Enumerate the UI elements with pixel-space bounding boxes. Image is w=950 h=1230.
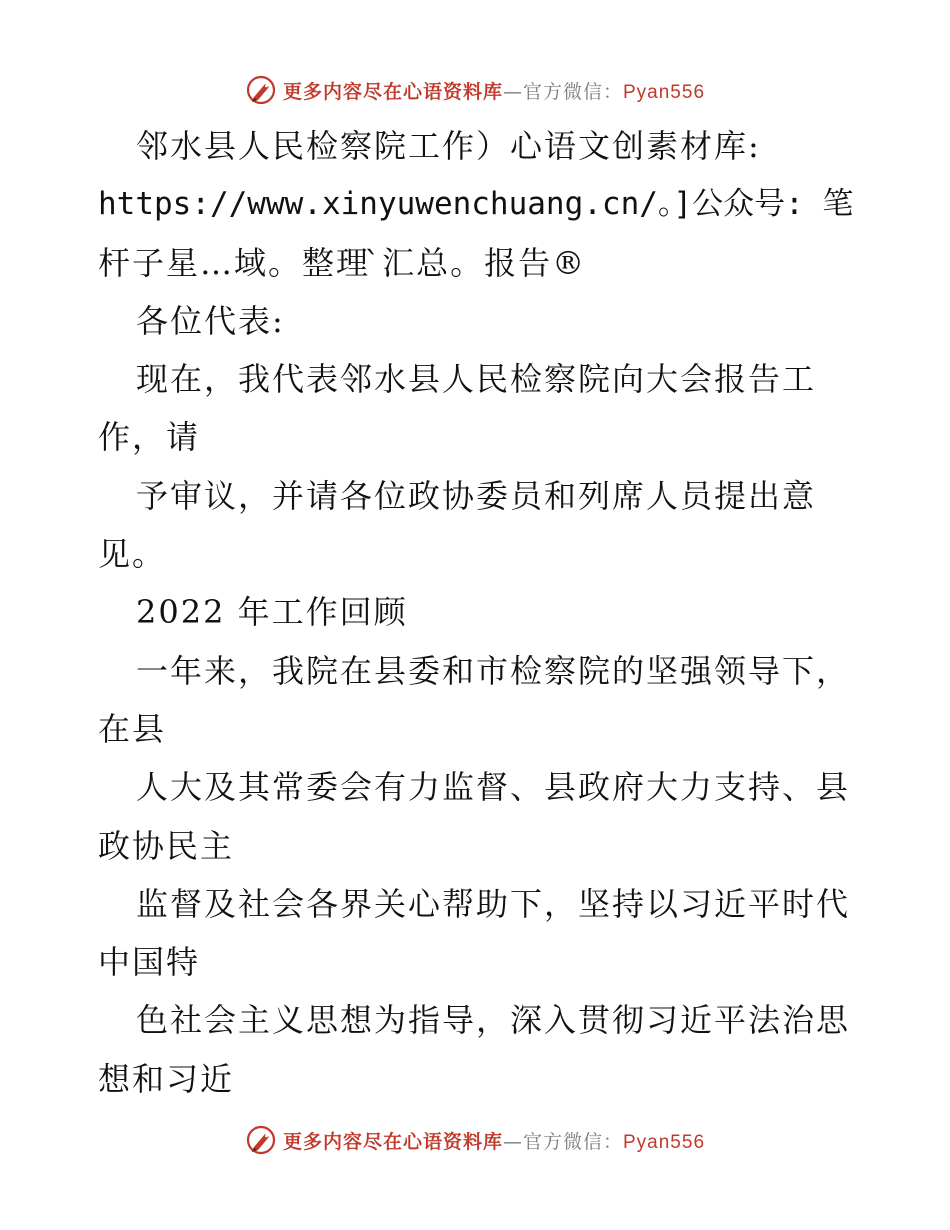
footer-banner-dash: — [502,1130,523,1153]
header-banner-text [283,77,705,104]
text-line-16: 色社会主义思想为指导，深入贯彻习近平法治思 [136,1001,851,1040]
text-line-14: 监督及社会各界关心帮助下，坚持以习近平时代 [136,884,851,923]
footer-banner-text [283,1127,705,1154]
text-line-8: 见。 [98,535,167,574]
header-banner-main: 更多内容尽在心语资料库 [282,80,503,103]
text-line-3: 杆子星…域。整理 ̀汇总。报告® [98,243,587,282]
text-line-13: 政协民主 [98,826,235,865]
text-line-9: 2022 年工作回顾 [136,593,408,632]
pen-logo-icon [245,1124,277,1156]
text-line-11: 在县 [98,709,167,748]
text-line-4: 各位代表: [136,301,285,340]
header-banner-wechat: 官方微信： [522,80,623,103]
text-line-5: 现在，我代表邻水县人民检察院向大会报告工 [136,360,817,399]
footer-banner-wechat: 官方微信： [522,1130,623,1153]
header-banner-dash: — [502,80,523,103]
footer-banner [0,1120,950,1160]
text-line-15: 中国特 [98,943,201,982]
text-line-2: https://www.xinyuwenchuang.cn/。]公众号: 笔 [98,186,854,223]
text-line-10: 一年来，我院在县委和市检察院的坚强领导下， [136,651,851,690]
header-banner-id: Pyan556 [623,81,706,103]
text-line-6: 作，请 [98,418,201,457]
pen-logo-icon [245,74,277,106]
text-line-12: 人大及其常委会有力监督、县政府大力支持、县 [136,768,851,807]
header-banner [0,70,950,110]
text-line-17: 想和习近 [98,1059,235,1098]
footer-banner-main: 更多内容尽在心语资料库 [282,1130,503,1153]
footer-banner-id: Pyan556 [623,1131,706,1153]
document-body [98,117,878,1108]
text-line-1: 邻水县人民检察院工作）心语文创素材库: [136,127,761,165]
text-line-7: 予审议，并请各位政协委员和列席人员提出意 [136,476,817,515]
